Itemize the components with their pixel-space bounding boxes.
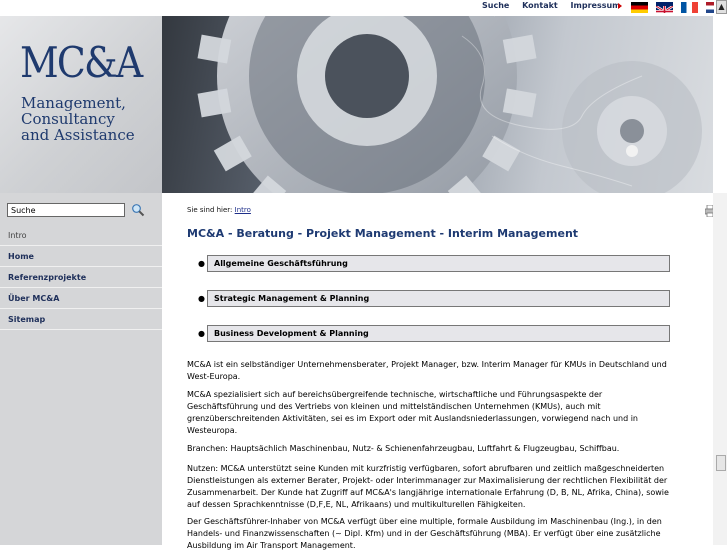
top-bar (0, 0, 727, 16)
logo-tagline: Management, Consultancy and Assistance (21, 95, 135, 143)
top-link-suche[interactable]: Suche (482, 1, 509, 10)
header-gear-image (162, 16, 713, 193)
owner-paragraph: Der Geschäftsführer-Inhaber von MC&A verfügt über eine multiple, formale Ausbildung im Maschinenbau (Ing.), in den Handels- und Finanzwissenschaften (~ Dipl. Kfm) und in der Geschäftsführung (MBA). Er verfügt über eine zusätzliche Ausbildung im Air Transport Management. (187, 516, 672, 552)
sidebar-item-ueber[interactable]: Über MC&A (0, 289, 162, 309)
search-input[interactable]: Suche (7, 203, 125, 217)
logo-area (0, 16, 162, 193)
top-links (482, 1, 631, 10)
dutch-flag-icon[interactable] (706, 2, 714, 13)
logo-mark: MC&A (20, 38, 141, 87)
french-flag-icon[interactable] (681, 2, 698, 13)
bullet-icon: ● (198, 259, 205, 268)
sidebar-item-home[interactable]: Home (0, 247, 162, 267)
german-flag-icon[interactable] (631, 2, 648, 13)
bullet-icon: ● (198, 294, 205, 303)
specialization-paragraph: MC&A spezialisiert sich auf bereichsübergreifende technische, wirtschaftliche und Führungsaspekte der Geschäftsführung und des Vertriebs von kleinen und mittelständischen Unternehmen (KMUs), auch mit grenzüberschreitenden Aktivitäten, sei es im Export oder mit Auslandsniederlassungen, vorwiegend nach und in Westeuropa. (187, 389, 672, 437)
breadcrumb-link-intro[interactable]: Intro (235, 206, 251, 214)
sidebar (0, 193, 162, 545)
main-content (162, 193, 713, 545)
intro-paragraph: MC&A ist ein selbständiger Unternehmensberater, Projekt Manager, bzw. Interim Manager für KMUs in Deutschland und West-Europa. (187, 359, 672, 383)
uk-flag-icon[interactable] (656, 2, 673, 13)
service-link-geschaeftsfuehrung[interactable]: Allgemeine Geschäftsführung (207, 255, 670, 272)
scroll-up-button[interactable]: ▲ (716, 0, 727, 14)
scrollbar-grip[interactable] (716, 455, 726, 471)
branchen-paragraph: Branchen: Hauptsächlich Maschinenbau, Nutz- & Schienenfahrzeugbau, Luftfahrt & Flugzeugbau, Schiffbau. (187, 443, 672, 455)
breadcrumb (187, 206, 251, 214)
breadcrumb-prefix: Sie sind hier: (187, 206, 232, 214)
sidebar-item-referenzprojekte[interactable]: Referenzprojekte (0, 268, 162, 288)
service-link-business-development[interactable]: Business Development & Planning (207, 325, 670, 342)
top-link-impressum[interactable]: Impressum (571, 1, 621, 10)
bullet-icon: ● (198, 329, 205, 338)
service-link-strategic[interactable]: Strategic Management & Planning (207, 290, 670, 307)
sidebar-item-sitemap[interactable]: Sitemap (0, 310, 162, 330)
sidebar-item-intro[interactable]: Intro (0, 226, 162, 246)
top-link-kontakt[interactable]: Kontakt (522, 1, 558, 10)
nutzen-paragraph: Nutzen: MC&A unterstützt seine Kunden mit kurzfristig verfügbaren, sofort abrufbaren und zeitlich maßgeschneiderten Dienstleistungen als externer Berater, Projekt- oder Interimmanager zur Maximalisierung der rechtlichen Flexibilität der Zusammenarbeit. Der Kunde hat Zugriff auf MC&A's langjährige internationale Erfahrung (D, B, NL, Afrika, China), sowie auf dessen Sprachkenntnisse (D,F,E, NL, Afrikaans) und multikulturellen Fähigkeiten. (187, 463, 672, 511)
vertical-scrollbar[interactable] (713, 193, 727, 545)
page-title: MC&A - Beratung - Projekt Management - Interim Management (187, 227, 578, 240)
arrow-right-icon (618, 3, 622, 9)
search-icon[interactable] (131, 202, 145, 216)
